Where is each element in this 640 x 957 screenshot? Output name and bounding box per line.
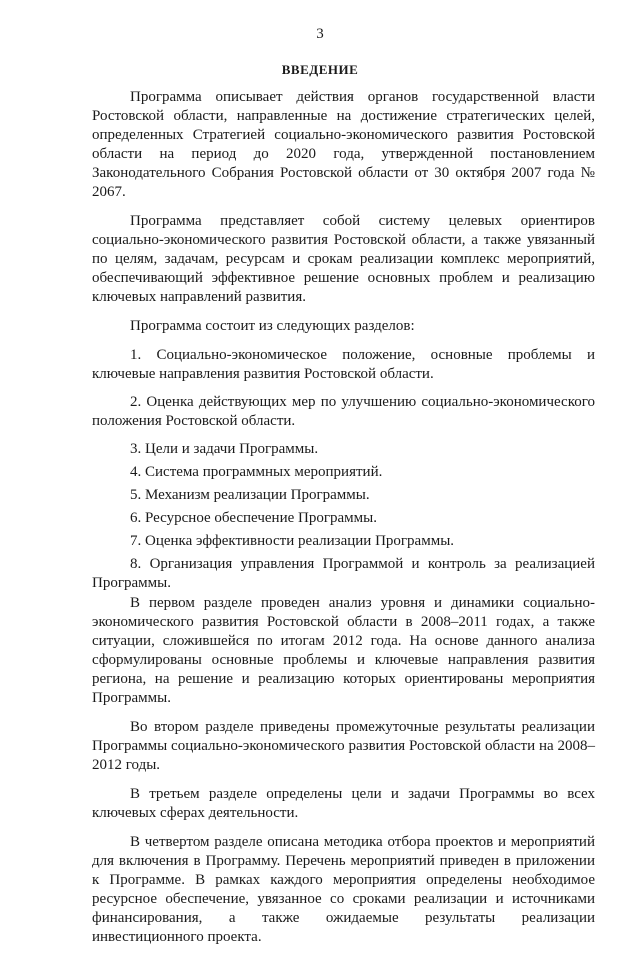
body-paragraph: В первом разделе проведен анализ уровня и динамики социально-экономического развития Ростовской области в 2008–2011 годах, а также ситуации, сложившейся по итогам 2012 года. На основе данного анализа сформулированы основные проблемы и ключевые направления развития региона, на решение и реализацию которых ориентированы мероприятия Программы.	[92, 595, 595, 706]
body-paragraph: В четвертом разделе описана методика отбора проектов и мероприятий для включения в Программу. Перечень мероприятий приведен в приложении к Программе. В рамках каждого мероприятия определены необходимое ресурсное обеспечение, увязанное со сроками реализации и источниками финансирования, а также ожидаемые результаты реализации инвестиционного проекта.	[92, 834, 595, 945]
intro-paragraph: Программа описывает действия органов государственной власти Ростовской области, направленные на достижение стратегических целей, определенных Стратегией социально-экономического развития Ростовской области на период до 2020 года, утвержденной постановлением Законодательного Собрания Ростовской области от 30 октября 2007 года № 2067.	[92, 89, 595, 200]
section-list-item: 3. Цели и задачи Программы.	[130, 441, 319, 457]
sections-lead: Программа состоит из следующих разделов:	[130, 318, 415, 334]
body-paragraph: Во втором разделе приведены промежуточные результаты реализации Программы социально-экономического развития Ростовской области на 2008–2012 годы.	[92, 719, 595, 773]
section-list-item: 5. Механизм реализации Программы.	[130, 487, 370, 503]
body-paragraph: В третьем разделе определены цели и задачи Программы во всех ключевых сферах деятельности.	[92, 786, 595, 821]
section-list-item: 7. Оценка эффективности реализации Программы.	[130, 533, 455, 549]
section-list-item: 1. Социально-экономическое положение, основные проблемы и ключевые направления развития Ростовской области.	[92, 347, 595, 382]
page-title: ВВЕДЕНИЕ	[281, 62, 359, 77]
section-list-item: 6. Ресурсное обеспечение Программы.	[130, 510, 377, 526]
page-number: 3	[316, 26, 324, 42]
document-body	[92, 88, 595, 957]
section-list-item: 2. Оценка действующих мер по улучшению социально-экономического положения Ростовской области.	[92, 394, 595, 429]
section-list-item: 8. Организация управления Программой и контроль за реализацией Программы.	[92, 556, 595, 591]
intro-paragraph: Программа представляет собой систему целевых ориентиров социально-экономического развития Ростовской области, а также увязанный по целям, задачам, ресурсам и срокам реализации комплекс мероприятий, обеспечивающий эффективное решение основных проблем и реализацию ключевых направлений развития.	[92, 213, 595, 305]
section-list-item: 4. Система программных мероприятий.	[130, 464, 383, 480]
